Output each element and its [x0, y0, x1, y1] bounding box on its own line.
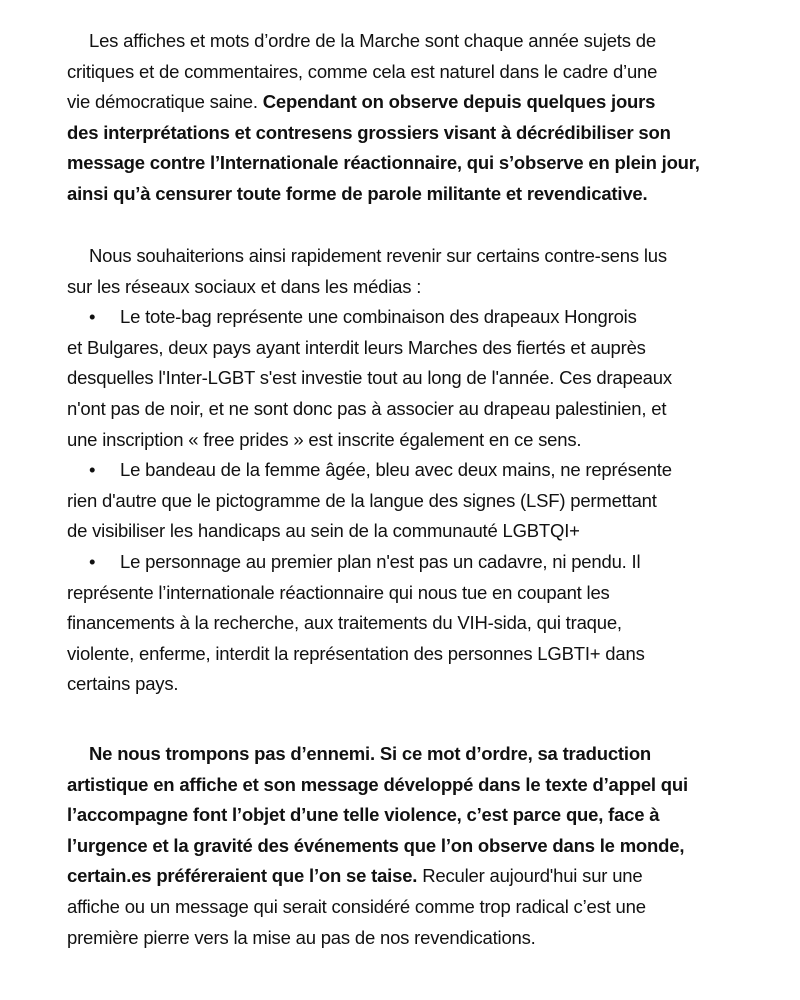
bullet-line: certains pays. [67, 673, 179, 695]
bullet-line: rien d'autre que le pictogramme de la langue des signes (LSF) permettant [67, 489, 657, 511]
bullet-line: et Bulgares, deux pays ayant interdit leurs Marches des fiertés et auprès [67, 336, 646, 358]
bold-line: Ne nous trompons pas d’ennemi. Si ce mot d’ordre, sa traduction [89, 743, 652, 764]
bullet-marker: • [89, 306, 96, 328]
bold-line: l’urgence et la gravité des événements que l’on observe dans le monde, [67, 834, 685, 856]
bullet-item [67, 302, 747, 333]
bullet-item [67, 547, 747, 578]
paragraph-line: affiche ou un message qui serait considéré comme trop radical c’est une [67, 895, 646, 917]
bullet-text: Le tote-bag représente une combinaison des drapeaux Hongrois [120, 306, 637, 328]
bold-line: artistique en affiche et son message développé dans le texte d’appel qui [67, 773, 688, 795]
bold-text: Cependant on observe depuis quelques jours [262, 91, 656, 113]
bold-line: ainsi qu’à censurer toute forme de parole militante et revendicative. [67, 182, 648, 204]
bullet-line: représente l’internationale réactionnaire qui nous tue en coupant les [67, 581, 610, 603]
bullet-marker: • [89, 459, 96, 481]
bullet-line: financements à la recherche, aux traitements du VIH-sida, qui traque, [67, 612, 622, 634]
bold-line: l’accompagne font l’objet d’une telle violence, c’est parce que, face à [67, 804, 660, 826]
bullet-line: desquelles l'Inter-LGBT s'est investie tout au long de l'année. Ces drapeaux [67, 367, 672, 389]
bullet-line: de visibiliser les handicaps au sein de la communauté LGBTQI+ [67, 520, 580, 542]
bullet-item [67, 455, 747, 486]
paragraph-line: critiques et de commentaires, comme cela est naturel dans le cadre d’une [67, 60, 658, 82]
bullet-text: Le bandeau de la femme âgée, bleu avec deux mains, ne représente [120, 459, 672, 481]
paragraph-line: Les affiches et mots d’ordre de la Marche sont chaque année sujets de [89, 30, 656, 51]
paragraph-line [67, 861, 747, 892]
closing-paragraph [67, 739, 747, 953]
clarification-paragraph [67, 241, 747, 700]
bold-line: des interprétations et contresens grossiers visant à décrédibiliser son [67, 121, 671, 143]
bullet-marker: • [89, 550, 96, 572]
paragraph-line [67, 87, 747, 118]
bullet-line: violente, enferme, interdit la représentation des personnes LGBTI+ dans [67, 642, 645, 664]
intro-paragraph [67, 26, 747, 210]
paragraph-line: sur les réseaux sociaux et dans les médias : [67, 275, 422, 297]
bold-line: message contre l’Internationale réactionnaire, qui s’observe en plein jour, [67, 152, 700, 174]
bullet-line: n'ont pas de noir, et ne sont donc pas à associer au drapeau palestinien, et [67, 397, 667, 419]
bullet-line: une inscription « free prides » est inscrite également en ce sens. [67, 428, 582, 450]
plain-text: Reculer aujourd'hui sur une [417, 865, 643, 887]
paragraph-line: Nous souhaiterions ainsi rapidement revenir sur certains contre-sens lus [89, 245, 667, 266]
bold-text: certain.es préféreraient que l’on se taise. [67, 865, 418, 887]
bullet-text: Le personnage au premier plan n'est pas un cadavre, ni pendu. Il [120, 550, 641, 572]
plain-text: vie démocratique saine. [67, 91, 263, 113]
paragraph-line: première pierre vers la mise au pas de nos revendications. [67, 926, 536, 948]
